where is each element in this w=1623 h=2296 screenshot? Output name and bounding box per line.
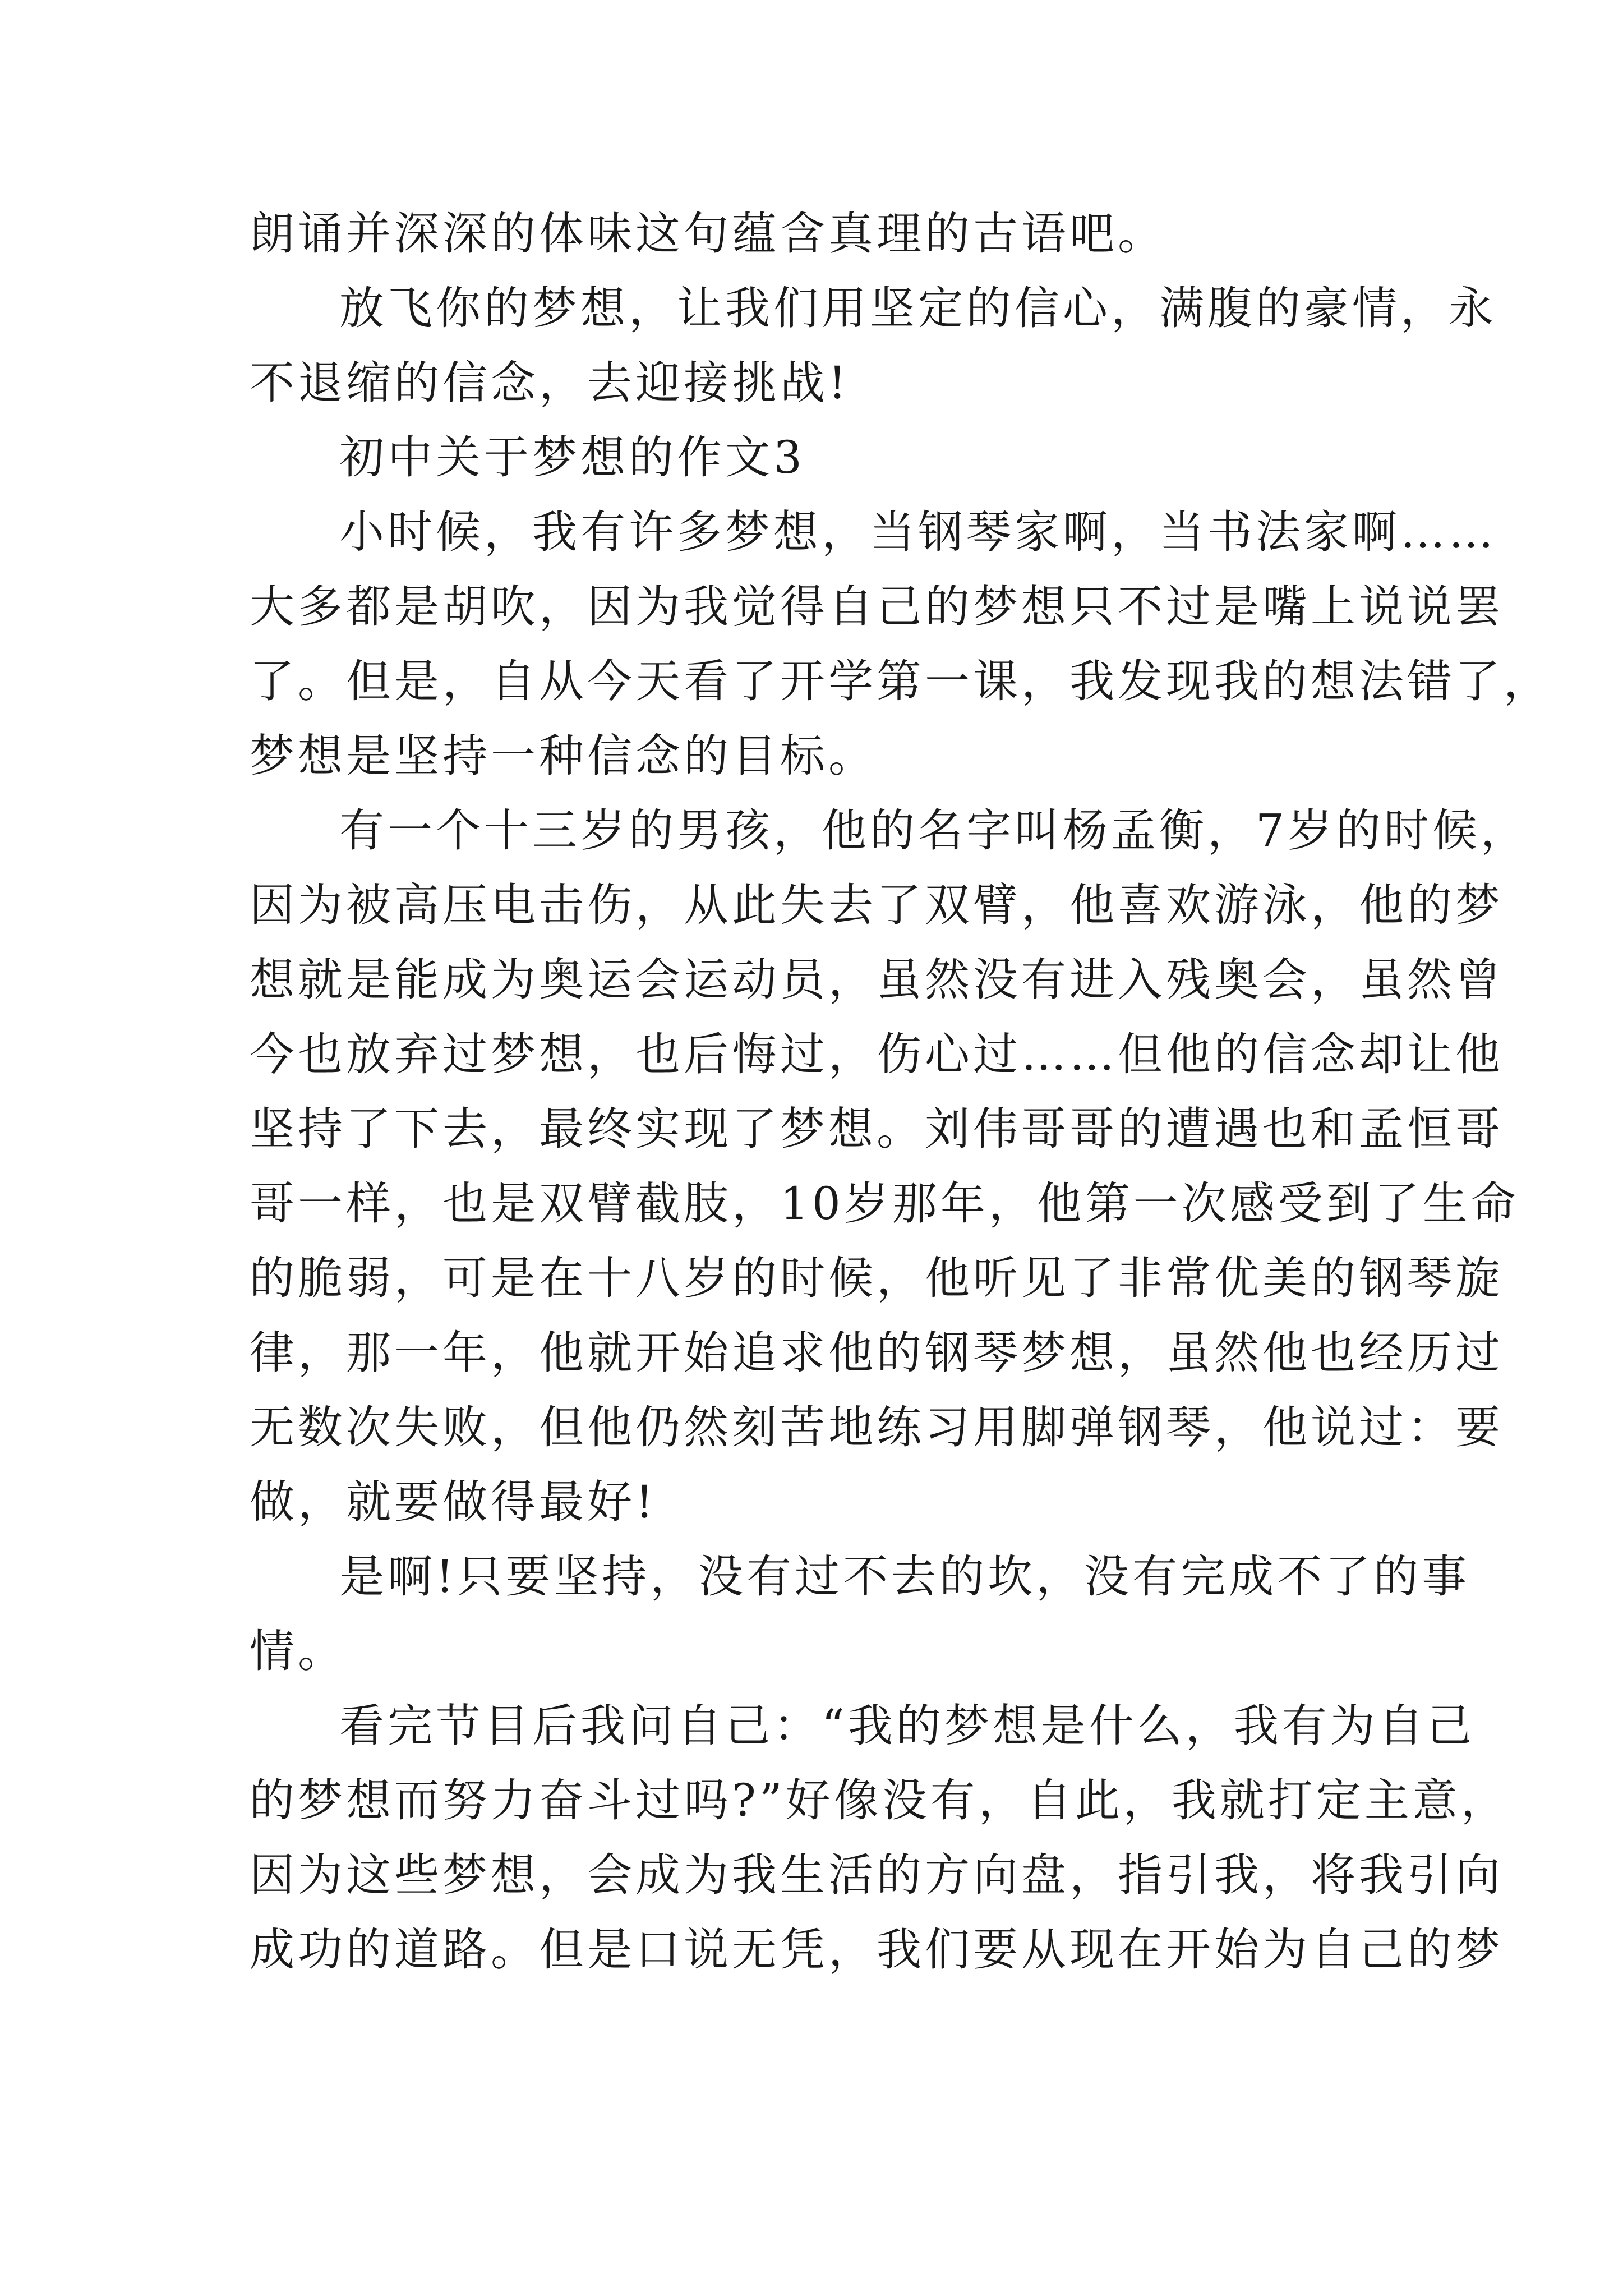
text-line: 今也放弃过梦想，也后悔过，伤心过……但他的信念却让他 [250,1028,1504,1080]
text-line: 情。 [250,1625,346,1677]
text-line: 的梦想而努力奋斗过吗?”好像没有，自此，我就打定主意， [250,1774,1509,1826]
text-line: 大多都是胡吹，因为我觉得自己的梦想只不过是嘴上说说罢 [250,581,1504,633]
essay-heading: 初中关于梦想的作文3 [339,431,805,484]
text-line: 不退缩的信念，去迎接挑战! [250,357,850,409]
text-line: 坚持了下去，最终实现了梦想。刘伟哥哥的遭遇也和孟恒哥 [250,1103,1504,1155]
text-line: 是啊!只要坚持，没有过不去的坎，没有完成不了的事 [339,1550,1470,1603]
text-line: 律，那一年，他就开始追求他的钢琴梦想，虽然他也经历过 [250,1327,1504,1379]
text-line: 无数次失败，但他仍然刻苦地练习用脚弹钢琴，他说过：要 [250,1401,1504,1453]
text-line: 的脆弱，可是在十八岁的时候，他听见了非常优美的钢琴旋 [250,1252,1504,1304]
text-line: 成功的道路。但是口说无凭，我们要从现在开始为自己的梦 [250,1924,1504,1976]
text-line: 哥一样，也是双臂截肢，10岁那年，他第一次感受到了生命 [250,1177,1519,1230]
text-line: 小时候，我有许多梦想，当钢琴家啊，当书法家啊…… [339,506,1497,558]
text-line: 梦想是坚持一种信念的目标。 [250,730,877,782]
text-line: 做，就要做得最好! [250,1476,657,1528]
text-line: 因为这些梦想，会成为我生活的方向盘，指引我，将我引向 [250,1849,1504,1901]
text-line: 因为被高压电击伤，从此失去了双臂，他喜欢游泳，他的梦 [250,879,1504,931]
text-line: 朗诵并深深的体味这句蕴含真理的古语吧。 [250,208,1166,260]
essay-text [250,196,1552,1987]
text-line: 放飞你的梦想，让我们用坚定的信心，满腹的豪情，永 [339,282,1497,334]
text-line: 有一个十三岁的男孩，他的名字叫杨孟衡，7岁的时候， [339,804,1529,857]
text-line: 看完节目后我问自己：“我的梦想是什么，我有为自己 [339,1700,1475,1752]
text-line: 想就是能成为奥运会运动员，虽然没有进入残奥会，虽然曾 [250,954,1504,1006]
text-line: 了。但是，自从今天看了开学第一课，我发现我的想法错了， [250,655,1552,707]
